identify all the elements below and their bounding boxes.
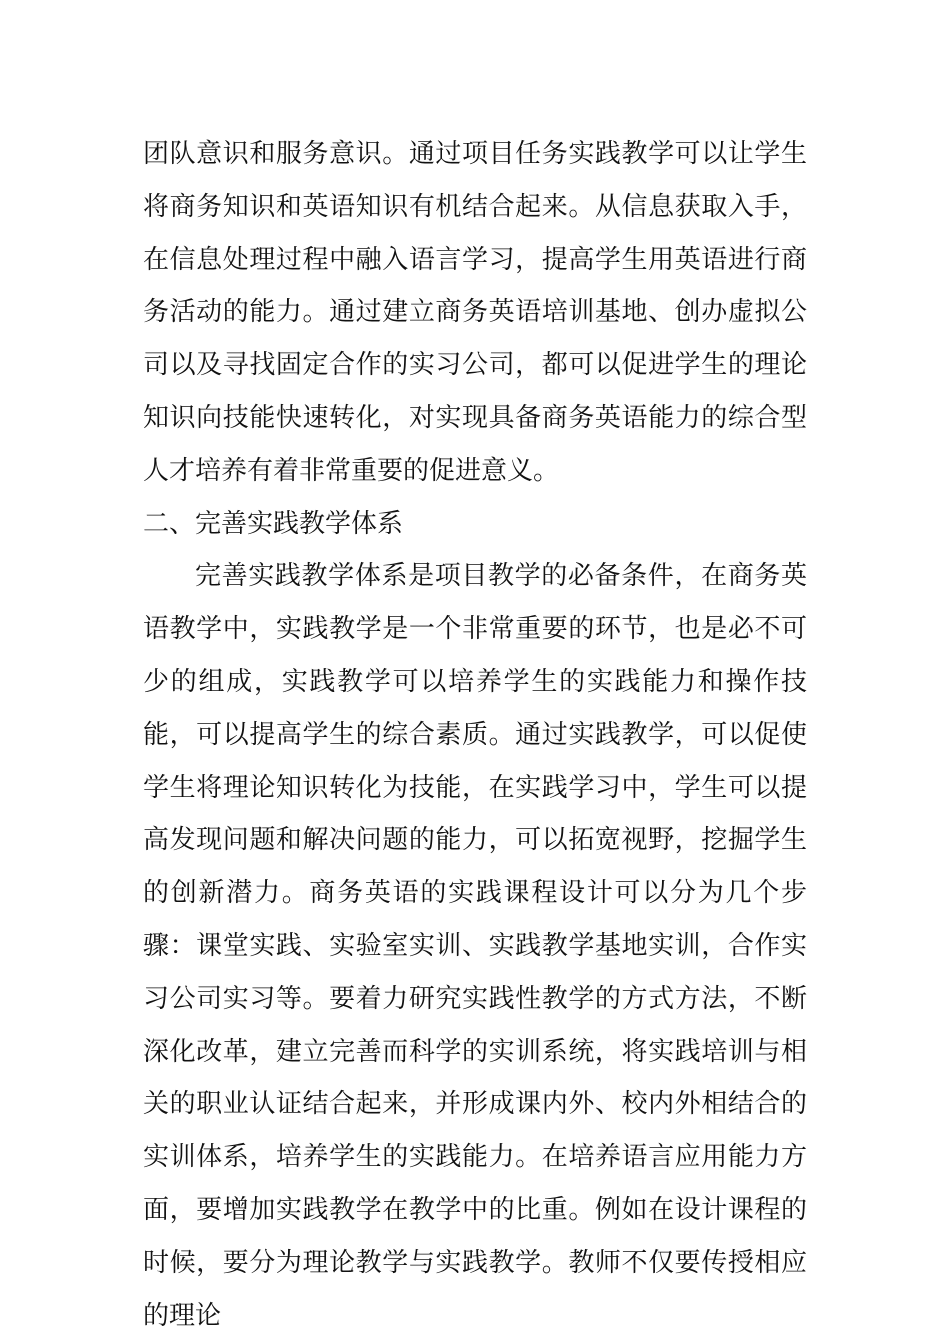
document-body bbox=[143, 128, 807, 1342]
paragraph-continued: 团队意识和服务意识。通过项目任务实践教学可以让学生将商务知识和英语知识有机结合起来。从信息获取入手，在信息处理过程中融入语言学习，提高学生用英语进行商务活动的能力。通过建立商务英语培训基地、创办虚拟公司以及寻找固定合作的实习公司，都可以促进学生的理论知识向技能快速转化，对实现具备商务英语能力的综合型人才培养有着非常重要的促进意义。 bbox=[143, 139, 807, 486]
section-heading: 二、完善实践教学体系 bbox=[143, 508, 404, 539]
paragraph-practice-system: 完善实践教学体系是项目教学的必备条件，在商务英语教学中，实践教学是一个非常重要的环节，也是必不可少的组成，实践教学可以培养学生的实践能力和操作技能，可以提高学生的综合素质。通过实践教学，可以促使学生将理论知识转化为技能，在实践学习中，学生可以提高发现问题和解决问题的能力，可以拓宽视野，挖掘学生的创新潜力。商务英语的实践课程设计可以分为几个步骤：课堂实践、实验室实训、实践教学基地实训，合作实习公司实习等。要着力研究实践性教学的方式方法，不断深化改革，建立完善而科学的实训系统，将实践培训与相关的职业认证结合起来，并形成课内外、校内外相结合的实训体系，培养学生的实践能力。在培养语言应用能力方面，要增加实践教学在教学中的比重。例如在设计课程的时候，要分为理论教学与实践教学。教师不仅要传授相应的理论 bbox=[143, 561, 807, 1331]
